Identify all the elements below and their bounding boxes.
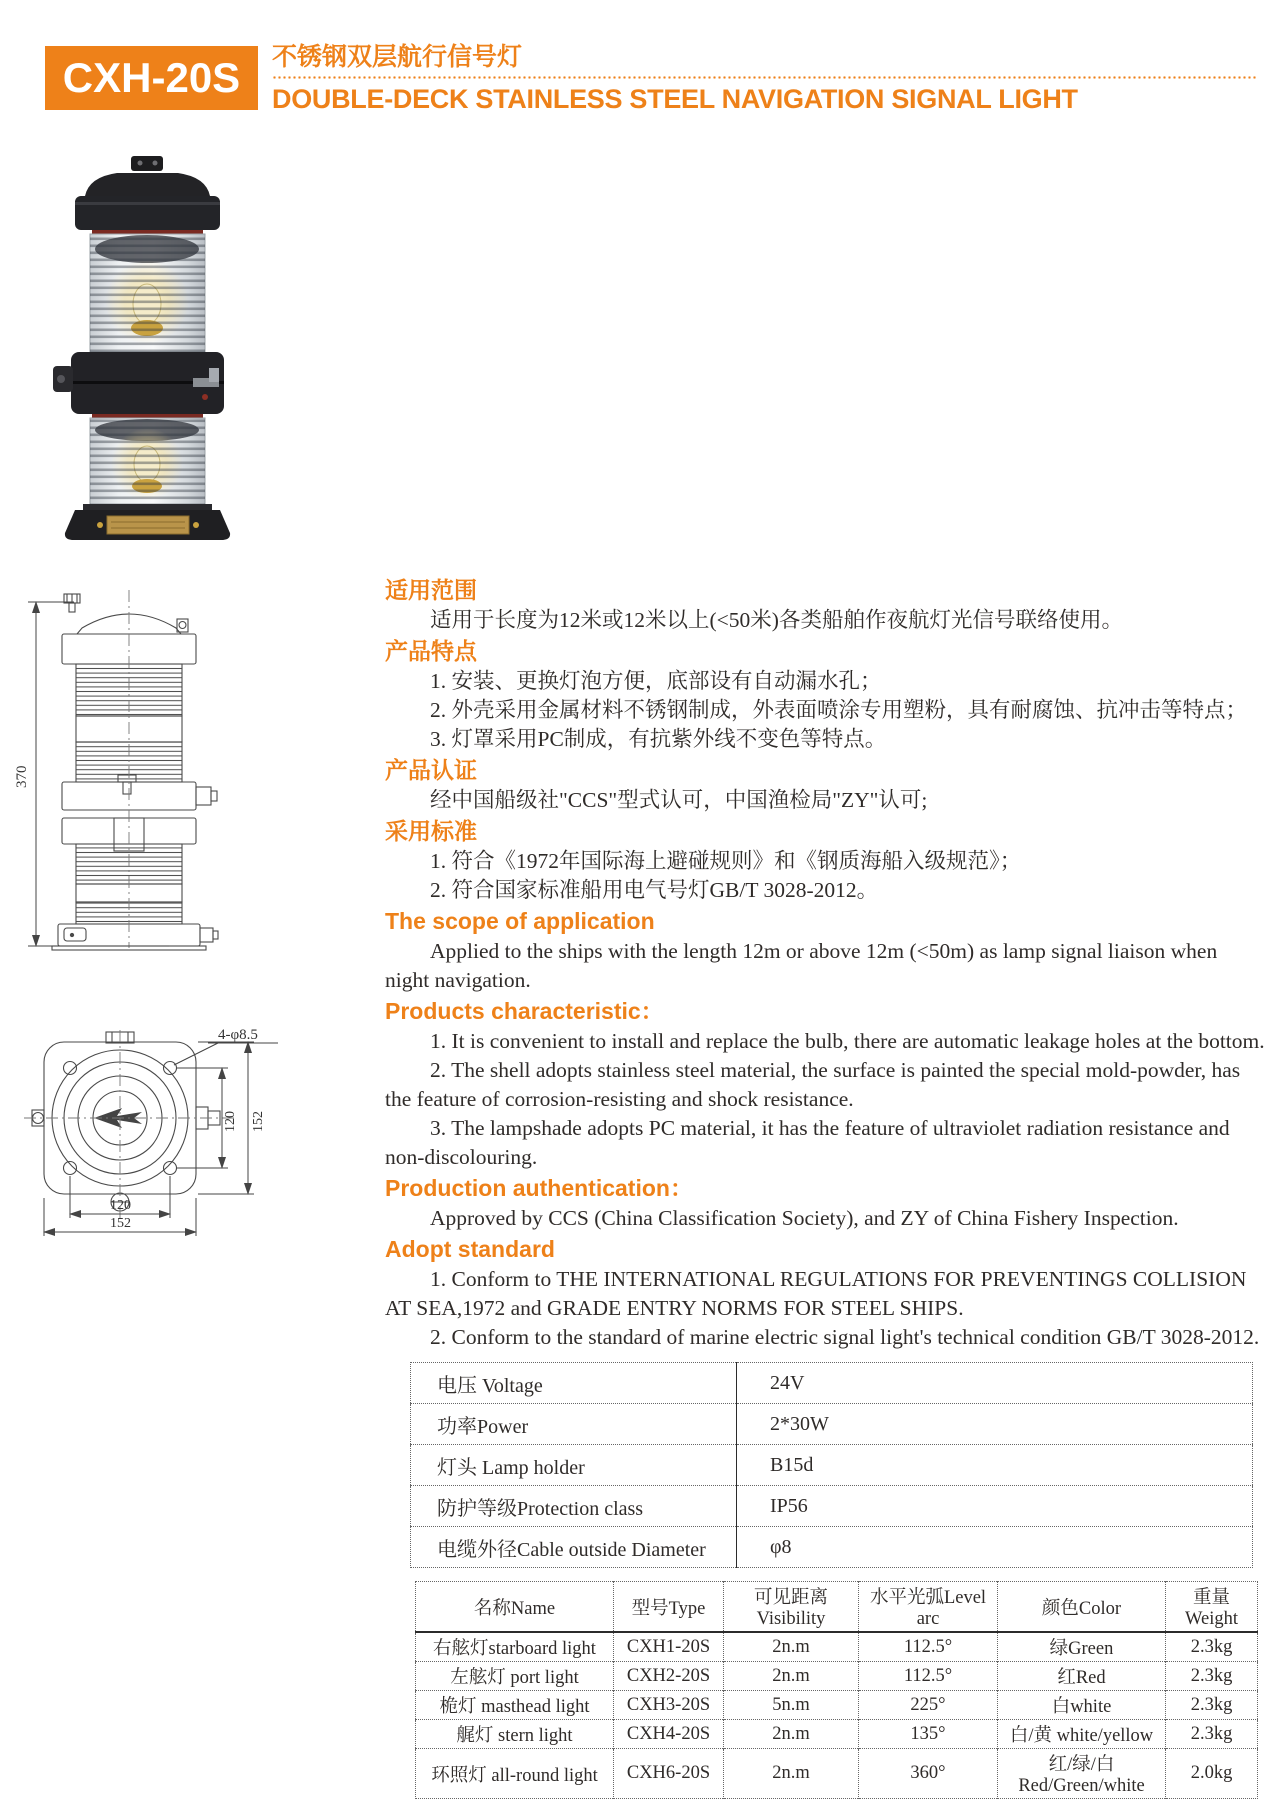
cell-type: CXH3-20S [614,1691,724,1720]
table-cell-label: 灯头 Lamp holder [411,1445,737,1486]
column-header: 型号Type [614,1582,724,1633]
left-column [0,152,382,1240]
cell-type: CXH4-20S [614,1720,724,1749]
plan-outline [32,1032,220,1211]
cell-visibility: 2n.m [724,1720,859,1749]
paragraph-line: night navigation. [385,968,531,992]
paragraph-line: 3. 灯罩采用PC制成，有抗紫外线不变色等特点。 [430,727,887,751]
table-cell-value: φ8 [737,1527,1253,1568]
section-scope-en [385,909,1253,995]
section-heading: 适用范围 [385,577,477,603]
dotted-divider [272,76,1256,79]
table-row [416,1691,1258,1720]
holes-label: 4-φ8.5 [218,1027,258,1043]
paragraph-line: 2. 符合国家标准船用电气号灯GB/T 3028-2012。 [430,878,879,902]
lamp-profile [52,594,218,950]
paragraph-line: 1. Conform to THE INTERNATIONAL REGULATIONS FOR PREVENTINGS COLLISION [430,1267,1247,1291]
cell-name: 环照灯 all-round light [416,1749,614,1799]
model-table [415,1581,1258,1799]
cell-color: 白white [998,1691,1166,1720]
model-badge: CXH-20S [45,46,258,110]
table-row [416,1662,1258,1691]
paragraph-line: non-discolouring. [385,1145,538,1169]
section-adopt-standard-en [385,1236,1260,1352]
table-cell-value: B15d [737,1445,1253,1486]
section-scope-cn [385,578,1253,635]
side-view-drawing [14,588,222,950]
section-heading: Production authentication： [385,1175,693,1201]
cell-level-arc: 225° [859,1691,998,1720]
cell-type: CXH6-20S [614,1749,724,1799]
paragraph-line: 1. 安装、更换灯泡方便，底部设有自动漏水孔； [430,669,882,693]
title-chinese: 不锈钢双层航行信号灯 [272,43,523,71]
cell-color: 红/绿/白 Red/Green/white [998,1749,1166,1799]
table-cell-label: 电缆外径Cable outside Diameter [411,1527,737,1568]
paragraph-line: 1. 符合《1972年国际海上避碰规则》和《钢质海船入级规范》； [430,849,1022,873]
table-cell-label: 电压 Voltage [411,1363,737,1404]
table-row [411,1363,1253,1404]
plan-dimensions [44,1027,278,1236]
column-header: 名称Name [416,1582,614,1633]
table-row [416,1720,1258,1749]
spec-table [410,1362,1253,1568]
paragraph-line: 1. It is convenient to install and replace the bulb, there are automatic leakage holes at the bottom. [430,1029,1265,1053]
paragraph-line: the feature of corrosion-resisting and shock resistance. [385,1087,854,1111]
cell-name: 左舷灯 port light [416,1662,614,1691]
section-certification-cn [385,758,1253,815]
section-standard-cn [385,819,1253,905]
cell-name: 艉灯 stern light [416,1720,614,1749]
section-characteristic-en [385,998,1265,1172]
cell-weight: 2.3kg [1166,1632,1258,1662]
section-heading: The scope of application [385,908,655,934]
table-row [411,1404,1253,1445]
paragraph-line: 经中国船级社"CCS"型式认可，中国渔检局"ZY"认可; [430,788,928,812]
plan-centerlines [24,1030,234,1218]
cell-color: 绿Green [998,1632,1166,1662]
table-row [416,1632,1258,1662]
table-cell-label: 功率Power [411,1404,737,1445]
dim-152-vertical: 152 [251,1111,266,1132]
paragraph-line: 2. Conform to the standard of marine electric signal light's technical condition GB/T 3028-2012. [430,1325,1260,1349]
photo-lens-lower [90,414,205,510]
cell-type: CXH2-20S [614,1662,724,1691]
cell-weight: 2.3kg [1166,1691,1258,1720]
top-view-drawing [22,1028,280,1240]
title-english: DOUBLE-DECK STAINLESS STEEL NAVIGATION SIGNAL LIGHT [272,84,1078,114]
cell-weight: 2.3kg [1166,1720,1258,1749]
title-block [272,43,1256,114]
paragraph-line: AT SEA,1972 and GRADE ENTRY NORMS FOR STEEL SHIPS. [385,1296,964,1320]
side-height-label: 370 [14,765,30,788]
table-cell-value: 2*30W [737,1404,1253,1445]
dim-120-vertical: 120 [223,1111,238,1132]
cell-level-arc: 112.5° [859,1632,998,1662]
cell-visibility: 2n.m [724,1662,859,1691]
section-authentication-en [385,1176,1253,1233]
photo-middle-band [53,352,224,414]
cell-name: 桅灯 masthead light [416,1691,614,1720]
table-cell-value: IP56 [737,1486,1253,1527]
page-header [45,43,1256,114]
section-heading: Adopt standard [385,1236,555,1262]
table-row [416,1749,1258,1799]
section-heading: 产品特点 [385,638,477,664]
section-features-cn [385,639,1253,754]
section-heading: 采用标准 [385,818,477,844]
cell-weight: 2.0kg [1166,1749,1258,1799]
photo-cap [75,156,220,234]
paragraph-line: 2. 外壳采用金属材料不锈钢制成，外表面喷涂专用塑粉，具有耐腐蚀、抗冲击等特点； [430,698,1248,722]
cell-color: 白/黄 white/yellow [998,1720,1166,1749]
table-header-row [416,1582,1258,1633]
dim-152-horizontal: 152 [110,1216,131,1231]
product-photo [45,152,250,542]
cell-name: 右舷灯starboard light [416,1632,614,1662]
cell-color: 红Red [998,1662,1166,1691]
paragraph-line: 3. The lampshade adopts PC material, it has the feature of ultraviolet radiation resistance and [430,1116,1230,1140]
cell-weight: 2.3kg [1166,1662,1258,1691]
cell-type: CXH1-20S [614,1632,724,1662]
cell-level-arc: 135° [859,1720,998,1749]
paragraph-line: 适用于长度为12米或12米以上(<50米)各类船舶作夜航灯光信号联络使用。 [430,608,1123,632]
photo-lens-upper [90,234,205,352]
cell-level-arc: 360° [859,1749,998,1799]
paragraph-line: Approved by CCS (China Classification Society), and ZY of China Fishery Inspection. [430,1206,1179,1230]
paragraph-line: 2. The shell adopts stainless steel material, the surface is painted the special mold-powder, has [430,1058,1241,1082]
column-header: 可见距离Visibility [724,1582,859,1633]
column-header: 颜色Color [998,1582,1166,1633]
table-row [411,1527,1253,1568]
section-heading: Products characteristic： [385,998,664,1024]
paragraph-line: Applied to the ships with the length 12m or above 12m (<50m) as lamp signal liaison when [430,939,1218,963]
column-header: 水平光弧Level arc [859,1582,998,1633]
table-cell-label: 防护等级Protection class [411,1486,737,1527]
cell-visibility: 2n.m [724,1632,859,1662]
table-row [411,1486,1253,1527]
dim-120-horizontal: 120 [110,1198,131,1213]
content-column [385,574,1265,1799]
table-cell-value: 24V [770,1371,805,1394]
photo-base [65,504,230,540]
cell-visibility: 5n.m [724,1691,859,1720]
section-heading: 产品认证 [385,757,477,783]
column-header: 重量Weight [1166,1582,1258,1633]
cell-visibility: 2n.m [724,1749,859,1799]
cell-level-arc: 112.5° [859,1662,998,1691]
table-row [411,1445,1253,1486]
